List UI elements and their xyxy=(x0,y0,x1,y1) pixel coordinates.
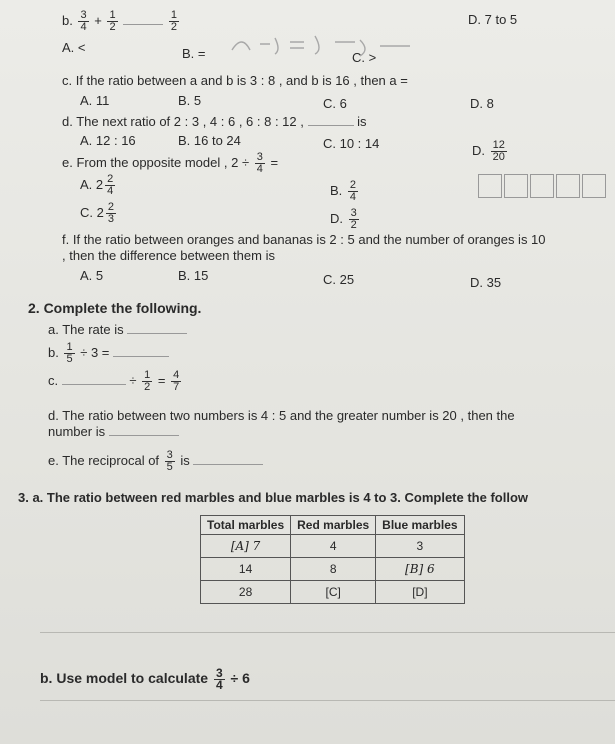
q1-d-option-a: A. 12 : 16 xyxy=(80,133,136,148)
frac-num: 3 xyxy=(166,449,173,461)
q3-a-text: 3. a. The ratio between red marbles and blue marbles is 4 to 3. Complete the follow xyxy=(18,490,529,505)
q1-d-text: The next ratio of 2 : 3 , 4 : 6 , 6 : 8 : 12 , xyxy=(76,114,304,129)
frac-num: 3 xyxy=(350,207,357,219)
q1-d-option-c: C. 10 : 14 xyxy=(323,136,380,151)
q1-f-option-b: B. 15 xyxy=(178,268,209,283)
option-text: C. 2 xyxy=(80,204,104,220)
answer-blank xyxy=(123,24,163,25)
q2-d-text2: number is xyxy=(48,424,106,439)
frac-den: 2 xyxy=(144,381,151,393)
q1-d-is: is xyxy=(357,114,367,129)
q1-top-option-d: D. 7 to 5 xyxy=(468,12,518,27)
table-cell[interactable]: [D] xyxy=(376,581,464,604)
answer-blank xyxy=(109,435,179,436)
frac-den: 7 xyxy=(173,381,180,393)
frac-num: 3 xyxy=(256,151,263,163)
model-box xyxy=(582,174,606,198)
frac-num: 1 xyxy=(144,369,151,381)
header-red-marbles: Red marbles xyxy=(291,516,376,535)
answer-blank xyxy=(62,384,126,385)
fraction xyxy=(78,10,88,33)
frac-den: 4 xyxy=(256,163,263,175)
answer-blank xyxy=(193,464,263,465)
q1-f xyxy=(62,232,546,248)
table-cell: 28 xyxy=(201,581,291,604)
table-cell: 3 xyxy=(376,535,464,558)
q3-b-text: b. Use model to calculate xyxy=(40,670,209,687)
q1-c-label: c. xyxy=(62,73,73,88)
table-cell[interactable]: [B] 6 xyxy=(376,558,464,581)
handwritten-scribble xyxy=(230,32,420,61)
answer-blank xyxy=(308,125,354,126)
frac-num: 1 xyxy=(66,341,73,353)
frac-den: 2 xyxy=(170,21,177,33)
model-box xyxy=(478,174,502,198)
frac-den: 4 xyxy=(349,191,357,203)
model-boxes xyxy=(478,174,608,198)
q2-d-line1: d. The ratio between two numbers is 4 : 5 and the greater number is 20 , then the xyxy=(48,408,515,423)
table-cell: 14 xyxy=(201,558,291,581)
fraction xyxy=(106,202,116,225)
q3-b-rest: ÷ 6 xyxy=(230,670,250,687)
q1-f-text2: , then the difference between them is xyxy=(62,248,275,263)
table-cell[interactable]: [A] 7 xyxy=(201,535,291,558)
option-letter: D. xyxy=(472,142,485,158)
q1-e-text: From the opposite model , 2 ÷ xyxy=(76,154,250,170)
divide-sign: ÷ xyxy=(129,372,137,388)
q2-a-text: a. The rate is xyxy=(48,322,124,337)
q1-e-label: e. xyxy=(62,154,73,170)
frac-num: 3 xyxy=(80,9,87,21)
q1-b-label: b. xyxy=(62,12,73,28)
q1-top-option-a: A. < xyxy=(62,40,86,55)
q1-e-option-c xyxy=(80,202,118,225)
q2-e xyxy=(48,450,263,473)
divider-line xyxy=(40,632,615,633)
table-cell: 4 xyxy=(291,535,376,558)
frac-num: 3 xyxy=(215,666,223,680)
q1-e-option-d xyxy=(330,208,361,231)
table-cell: 8 xyxy=(291,558,376,581)
table-header-row xyxy=(201,516,465,535)
frac-den: 2 xyxy=(350,219,357,231)
q1-d-label: d. xyxy=(62,114,73,129)
q2-b-label: b. xyxy=(48,344,59,360)
frac-num: 2 xyxy=(107,201,114,213)
frac-den: 4 xyxy=(80,21,87,33)
model-box xyxy=(504,174,528,198)
option-letter: D. xyxy=(330,210,343,226)
fraction xyxy=(107,10,117,33)
q3-b xyxy=(40,668,250,691)
header-blue-marbles: Blue marbles xyxy=(376,516,464,535)
q1-c-text: If the ratio between a and b is 3 : 8 , and b is 16 , then a = xyxy=(75,73,408,88)
frac-num: 1 xyxy=(170,9,177,21)
q2-b-rest: ÷ 3 = xyxy=(80,344,110,360)
q2-title: 2. Complete the following. xyxy=(28,300,202,316)
plus-sign: + xyxy=(94,12,102,28)
q1-f-text1: If the ratio between oranges and bananas is 2 : 5 and the number of oranges is 10 xyxy=(72,232,546,247)
q1-f-option-d: D. 35 xyxy=(470,275,502,290)
fraction xyxy=(214,668,225,691)
q2-b xyxy=(48,342,169,365)
q1-d-option-d xyxy=(472,140,509,163)
q1-f-option-a: A. 5 xyxy=(80,268,104,283)
fraction xyxy=(171,370,181,393)
equals-sign: = xyxy=(157,372,166,388)
frac-den: 5 xyxy=(166,461,173,473)
q1-f-label: f. xyxy=(62,232,70,247)
q2-e-text: e. The reciprocal of xyxy=(48,452,160,468)
q1-c-option-b: B. 5 xyxy=(178,93,202,108)
frac-den: 5 xyxy=(66,353,73,365)
q2-e-is: is xyxy=(180,452,190,468)
fraction xyxy=(64,342,74,365)
fraction xyxy=(348,180,358,203)
frac-num: 2 xyxy=(349,179,357,191)
fraction xyxy=(142,370,152,393)
q1-c-option-c: C. 6 xyxy=(323,96,347,111)
frac-den: 2 xyxy=(109,21,116,33)
option-letter: B. xyxy=(330,182,343,198)
frac-den: 20 xyxy=(492,151,505,163)
q1-c-option-a: A. 11 xyxy=(80,93,110,108)
q1-f-option-c: C. 25 xyxy=(323,272,355,287)
divider-line xyxy=(40,700,615,701)
fraction xyxy=(491,140,507,163)
frac-den: 4 xyxy=(107,185,114,197)
q1-d-option-b: B. 16 to 24 xyxy=(178,133,241,148)
fraction xyxy=(169,10,179,33)
q2-a xyxy=(48,322,187,338)
answer-blank xyxy=(113,356,169,357)
q2-c xyxy=(48,370,183,393)
frac-num: 4 xyxy=(173,369,180,381)
equals-sign: = xyxy=(270,154,279,170)
q1-top-option-c: C. > xyxy=(352,50,377,65)
frac-num: 12 xyxy=(492,139,505,151)
frac-num: 1 xyxy=(109,9,116,21)
fraction xyxy=(349,208,359,231)
q1-top-option-b: B. = xyxy=(182,46,206,61)
frac-den: 3 xyxy=(107,213,114,225)
scribble-graphic xyxy=(230,32,420,58)
table-row xyxy=(201,581,465,604)
q1-c-option-d: D. 8 xyxy=(470,96,494,111)
table-cell[interactable]: [C] xyxy=(291,581,376,604)
table-row xyxy=(201,535,465,558)
q2-d-line2 xyxy=(48,424,179,440)
model-box xyxy=(530,174,554,198)
option-text: A. 2 xyxy=(80,176,104,192)
q1-e-option-b xyxy=(330,180,360,203)
frac-den: 4 xyxy=(215,678,223,692)
q2-c-label: c. xyxy=(48,372,59,388)
q1-b-row xyxy=(62,10,181,33)
header-total-marbles: Total marbles xyxy=(201,516,291,535)
marbles-table xyxy=(200,515,465,604)
model-box xyxy=(556,174,580,198)
answer-blank xyxy=(127,333,187,334)
q1-e xyxy=(62,152,278,175)
fraction xyxy=(255,152,265,175)
q1-d xyxy=(62,114,367,130)
q1-c xyxy=(62,73,408,89)
q1-e-option-a xyxy=(80,174,117,197)
frac-num: 2 xyxy=(107,173,114,185)
fraction xyxy=(165,450,175,473)
table-row xyxy=(201,558,465,581)
fraction xyxy=(105,174,115,197)
